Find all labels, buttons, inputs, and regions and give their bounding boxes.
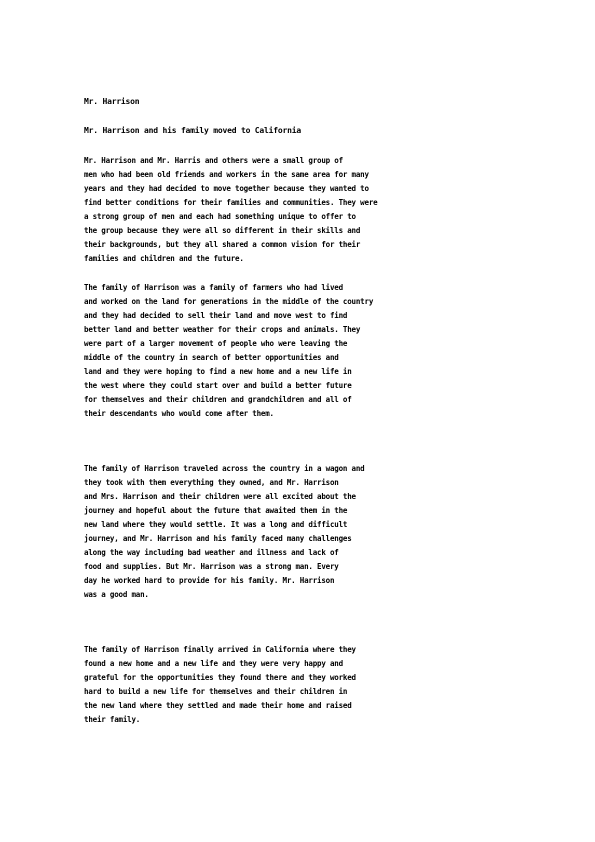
text-line: their backgrounds, but they all shared a common vision for their bbox=[84, 240, 361, 249]
text-line: The family of Harrison was a family of farmers who had lived bbox=[84, 283, 343, 292]
text-line: the west where they could start over and build a better future bbox=[84, 381, 352, 390]
text-line: The family of Harrison traveled across the country in a wagon and bbox=[84, 464, 365, 473]
document-heading: Mr. Harrison bbox=[84, 97, 140, 106]
text-line: better land and better weather for their crops and animals. They bbox=[84, 325, 361, 334]
text-line: they took with them everything they owned, and Mr. Harrison bbox=[84, 478, 339, 487]
text-line: for themselves and their children and grandchildren and all of bbox=[84, 395, 352, 404]
text-line: was a good man. bbox=[84, 590, 149, 599]
text-line: were part of a larger movement of people who were leaving the bbox=[84, 339, 348, 348]
text-line: men who had been old friends and workers in the same area for many bbox=[84, 170, 369, 179]
text-line: hard to build a new life for themselves and their children in bbox=[84, 687, 348, 696]
document-subheading: Mr. Harrison and his family moved to California bbox=[84, 126, 301, 135]
text-line: and they had decided to sell their land and move west to find bbox=[84, 311, 348, 320]
text-line: a strong group of men and each had something unique to offer to bbox=[84, 212, 356, 221]
text-line: the new land where they settled and made their home and raised bbox=[84, 701, 352, 710]
text-line: Mr. Harrison and Mr. Harris and others were a small group of bbox=[84, 156, 343, 165]
text-line: The family of Harrison finally arrived in California where they bbox=[84, 645, 356, 654]
text-line: new land where they would settle. It was a long and difficult bbox=[84, 520, 348, 529]
text-line: the group because they were all so different in their skills and bbox=[84, 226, 361, 235]
text-line: their descendants who would come after them. bbox=[84, 409, 274, 418]
text-line: land and they were hoping to find a new home and a new life in bbox=[84, 367, 352, 376]
text-line: along the way including bad weather and illness and lack of bbox=[84, 548, 339, 557]
text-line: and Mrs. Harrison and their children were all excited about the bbox=[84, 492, 356, 501]
text-line: middle of the country in search of better opportunities and bbox=[84, 353, 339, 362]
text-line: and worked on the land for generations in the middle of the country bbox=[84, 297, 374, 306]
text-line: find better conditions for their families and communities. They were bbox=[84, 198, 378, 207]
text-line: journey and hopeful about the future that awaited them in the bbox=[84, 506, 348, 515]
text-line: their family. bbox=[84, 715, 141, 724]
text-line: families and children and the future. bbox=[84, 254, 244, 263]
text-line: day he worked hard to provide for his family. Mr. Harrison bbox=[84, 576, 335, 585]
text-line: found a new home and a new life and they were very happy and bbox=[84, 659, 343, 668]
text-line: years and they had decided to move together because they wanted to bbox=[84, 184, 369, 193]
text-line: grateful for the opportunities they found there and they worked bbox=[84, 673, 356, 682]
text-line: food and supplies. But Mr. Harrison was a strong man. Every bbox=[84, 562, 339, 571]
text-line: journey, and Mr. Harrison and his family faced many challenges bbox=[84, 534, 352, 543]
